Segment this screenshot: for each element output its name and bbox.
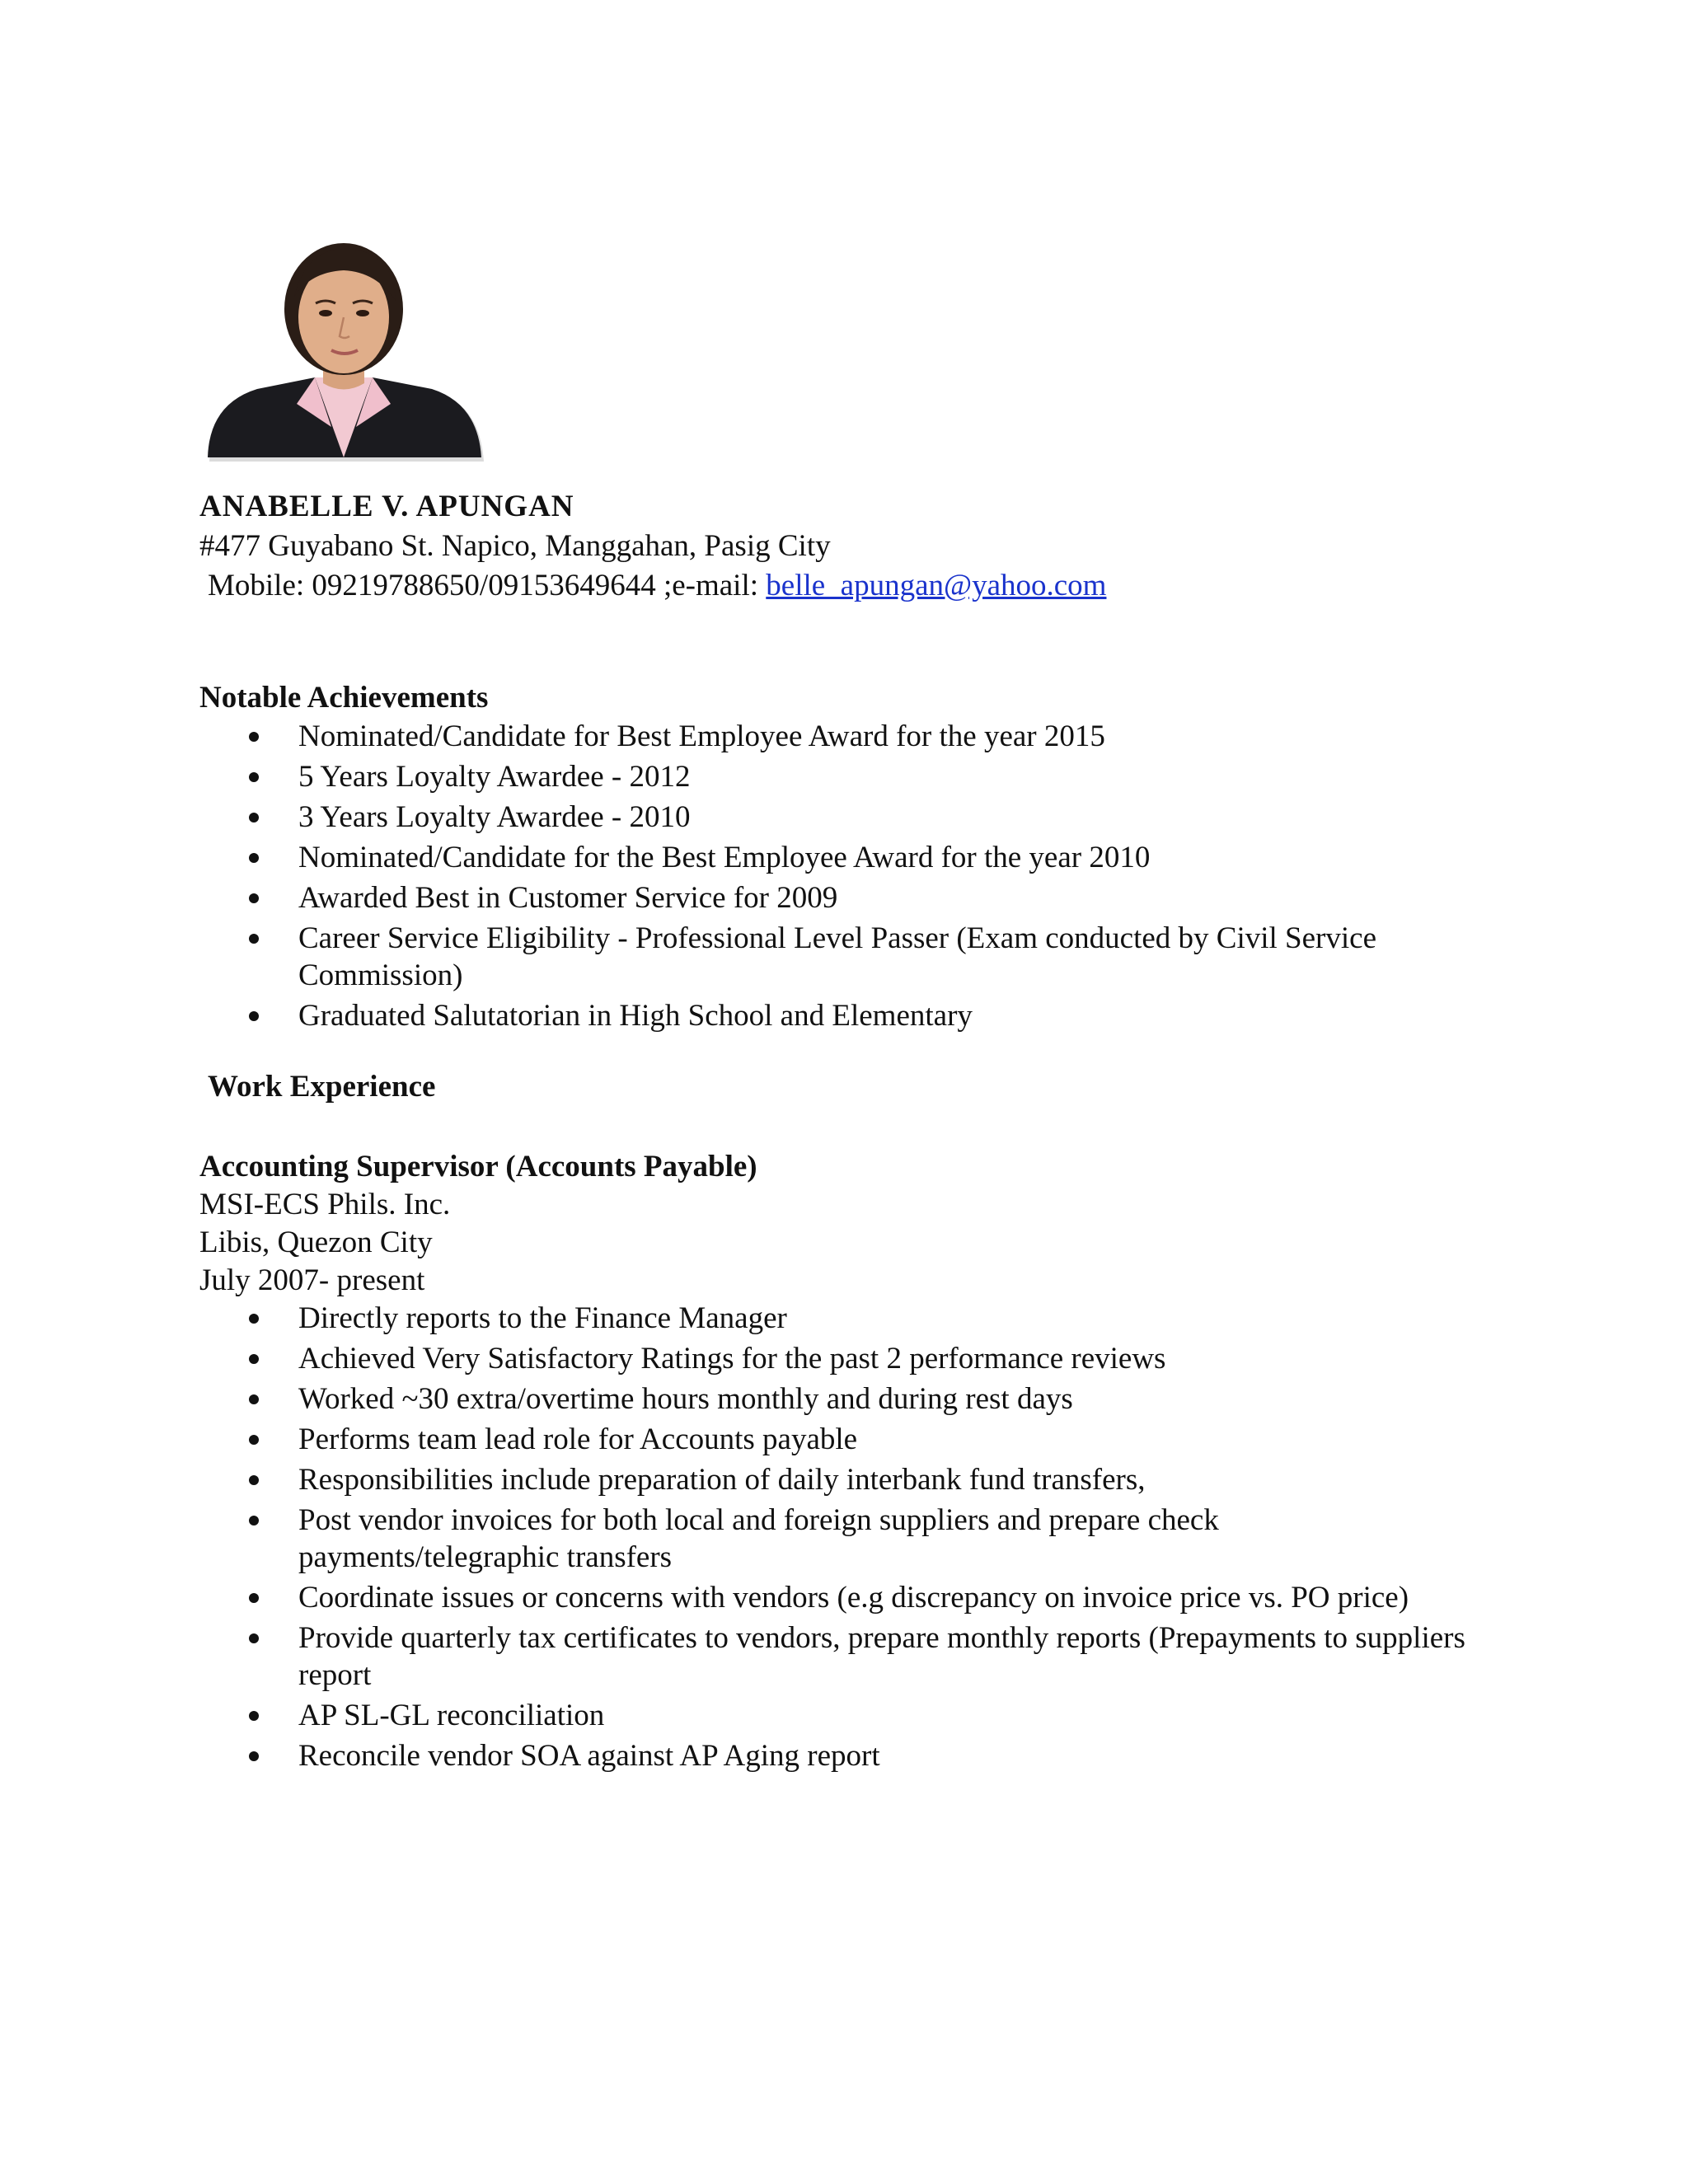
bullet-icon [249, 1314, 259, 1324]
list-item: Worked ~30 extra/overtime hours monthly and during rest days [199, 1380, 1485, 1418]
bullet-icon [249, 772, 259, 782]
address: #477 Guyabano St. Napico, Manggahan, Pasig City [199, 529, 831, 563]
job-title: Accounting Supervisor (Accounts Payable) [199, 1150, 757, 1183]
list-item: Reconcile vendor SOA against AP Aging report [199, 1737, 1485, 1774]
list-item: Provide quarterly tax certificates to vendors, prepare monthly reports (Prepayments to suppliers report [199, 1619, 1485, 1694]
company-name: MSI-ECS Phils. Inc. [199, 1188, 451, 1221]
mobile-line [199, 566, 1485, 606]
company-location: Libis, Quezon City [199, 1226, 433, 1259]
candidate-name: ANABELLE V. APUNGAN [199, 490, 574, 523]
bullet-icon [249, 1593, 259, 1603]
list-item: Post vendor invoices for both local and foreign suppliers and prepare check payments/telegraphic transfers [199, 1502, 1485, 1576]
job-period: July 2007- present [199, 1263, 425, 1297]
contact-block [199, 487, 1485, 606]
list-item: Performs team lead role for Accounts payable [199, 1421, 1485, 1458]
list-item: 5 Years Loyalty Awardee - 2012 [199, 758, 1485, 795]
list-item: Career Service Eligibility - Professional Level Passer (Exam conducted by Civil Service Commission) [199, 920, 1485, 994]
mobile-text: Mobile: 09219788650/09153649644 ;e-mail: [208, 569, 767, 602]
list-item: Responsibilities include preparation of daily interbank fund transfers, [199, 1461, 1485, 1498]
profile-photo [199, 239, 488, 466]
resume-page [199, 239, 1485, 1778]
achievements-heading: Notable Achievements [199, 681, 489, 715]
bullet-icon [249, 1435, 259, 1445]
list-item: AP SL-GL reconciliation [199, 1697, 1485, 1734]
email-link[interactable]: belle_apungan@yahoo.com [766, 569, 1107, 602]
list-item: Directly reports to the Finance Manager [199, 1300, 1485, 1337]
bullet-icon [249, 1394, 259, 1404]
bullet-icon [249, 934, 259, 944]
list-item: Awarded Best in Customer Service for 2009 [199, 879, 1485, 916]
list-item: Coordinate issues or concerns with vendors (e.g discrepancy on invoice price vs. PO price) [199, 1579, 1485, 1616]
job-entry [199, 1148, 1485, 1774]
list-item: Achieved Very Satisfactory Ratings for the past 2 performance reviews [199, 1340, 1485, 1377]
bullet-icon [249, 1751, 259, 1761]
list-item: Graduated Salutatorian in High School and Elementary [199, 997, 1485, 1034]
bullet-icon [249, 1516, 259, 1526]
bullet-icon [249, 1633, 259, 1643]
bullet-icon [249, 813, 259, 823]
list-item: Nominated/Candidate for Best Employee Award for the year 2015 [199, 718, 1485, 755]
bullet-icon [249, 1354, 259, 1364]
duties-list [199, 1300, 1485, 1774]
bullet-icon [249, 1475, 259, 1485]
achievements-list [199, 718, 1485, 1034]
bullet-icon [249, 893, 259, 903]
work-experience-heading: Work Experience [208, 1070, 436, 1104]
list-item: Nominated/Candidate for the Best Employee Award for the year 2010 [199, 839, 1485, 876]
bullet-icon [249, 853, 259, 863]
bullet-icon [249, 732, 259, 742]
bullet-icon [249, 1711, 259, 1721]
list-item: 3 Years Loyalty Awardee - 2010 [199, 799, 1485, 836]
bullet-icon [249, 1011, 259, 1021]
